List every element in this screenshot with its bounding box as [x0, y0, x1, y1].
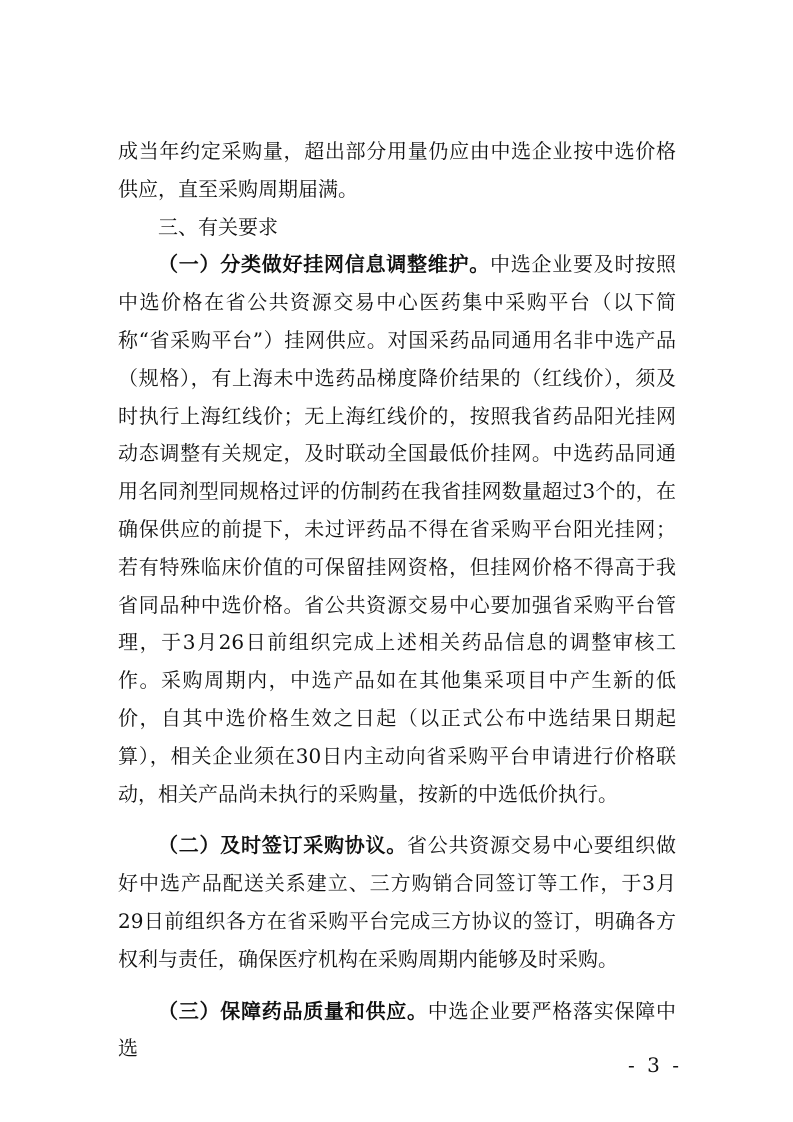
continuation-text: 成当年约定采购量，超出部分用量仍应由中选企业按中选价格供应，直至采购周期届满。: [118, 139, 676, 201]
section-heading: [118, 209, 676, 247]
body-purchase-agreement: 省公共资源交易中心要组织做好中选产品配送关系建立、三方购销合同签订等工作，于3月29日前组织各方在省采购平台完成三方协议的签订，明确各方权利与责任，确保医疗机构在采购周期内能够及时采购。: [118, 833, 676, 971]
lead-quality-supply: （三）保障药品质量和供应。: [158, 998, 428, 1023]
page-number: - 3 -: [628, 1053, 682, 1077]
lead-listing-maintenance: （一）分类做好挂网信息调整维护。: [158, 252, 490, 277]
paragraph-quality-supply: [118, 993, 676, 1069]
lead-purchase-agreement: （二）及时签订采购协议。: [158, 833, 407, 858]
section-heading-text: 三、有关要求: [158, 214, 278, 239]
paragraph-continuation: [118, 133, 676, 209]
body-listing-maintenance: 中选企业要及时按照中选价格在省公共资源交易中心医药集中采购平台（以下简称“省采购平台”）挂网供应。对国采药品同通用名非中选产品（规格），有上海未中选药品梯度降价结果的（红线价），须及时执行上海红线价；无上海红线价的，按照我省药品阳光挂网动态调整有关规定，及时联动全国最低价挂网。中选药品同通用名同剂型同规格过评的仿制药在我省挂网数量超过3个的，在确保供应的前提下，未过评药品不得在省采购平台阳光挂网；若有特殊临床价值的可保留挂网资格，但挂网价格不得高于我省同品种中选价格。省公共资源交易中心要加强省采购平台管理，于3月26日前组织完成上述相关药品信息的调整审核工作。采购周期内，中选产品如在其他集采项目中产生新的低价，自其中选价格生效之日起（以正式公布中选结果日期起算），相关企业须在30日内主动向省采购平台申请进行价格联动，相关产品尚未执行的采购量，按新的中选低价执行。: [118, 252, 676, 806]
paragraph-listing-maintenance: [118, 246, 676, 813]
body-text: [118, 133, 676, 1068]
paragraph-purchase-agreement: [118, 827, 676, 978]
body-quality-supply: 中选企业要严格落实保障中选: [118, 998, 676, 1061]
